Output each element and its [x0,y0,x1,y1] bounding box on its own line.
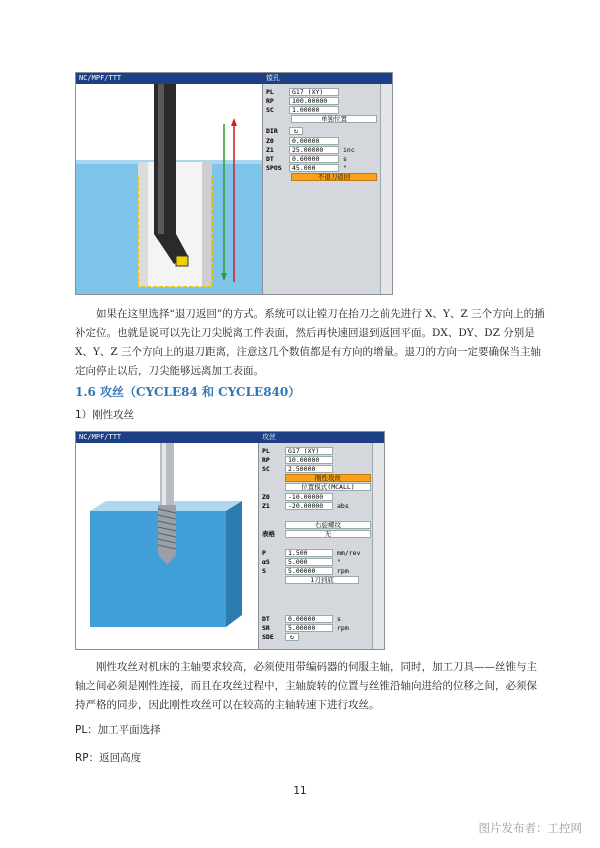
param-name: Z0 [266,137,274,145]
param-value[interactable]: -20.00000 [285,502,333,510]
subsection-title: 1）刚性攻丝 [75,409,135,421]
param-value[interactable]: 5.00000 [285,624,333,632]
retract-mode-select[interactable]: 不退刀返回 [291,173,377,181]
param-value[interactable]: 0.00000 [289,137,339,145]
param-row-dt: DT 0.60000 s [266,155,347,163]
param-name: SPOS [266,164,282,172]
watermark: 图片发布者：工控网 [478,821,582,835]
param-row-dt: DT 0.00000 s [262,615,341,623]
page-number: 11 [293,785,307,797]
boring-cycle-screen [75,72,393,295]
machining-select[interactable]: 1刀到底 [285,576,359,584]
param-row-position-mode [259,483,373,492]
param-value[interactable]: 5.000 [285,558,333,566]
param-value[interactable]: -10.00000 [285,493,333,501]
param-value[interactable]: 5.00000 [285,567,333,575]
param-row-z0 [263,137,381,146]
param-row-spos: SPOS 45.000 ° [266,164,347,172]
definition-rp: RP：返回高度 [75,752,142,764]
position-mode-select[interactable]: 位置模式(MCALL) [285,483,371,491]
paragraph-rigid-tapping: 刚性攻丝对机床的主轴要求较高，必须使用带编码器的伺服主轴，同时，加工刀具——丝锥与主轴之间必须是刚性连接，而且在攻丝过程中，主轴旋转的位置与丝锥沿轴向进给的位移之间，必须保持严格的同步，因此刚性攻丝可以在较高的主轴转速下进行攻丝。 [75,661,537,711]
section-heading: 1.6 攻丝（CYCLE84 和 CYCLE840） [75,385,301,399]
param-row-thread-direction [259,521,373,530]
param-name: Z1 [266,146,274,154]
param-row-dir [263,127,381,136]
param-value[interactable]: 1.500 [285,549,333,557]
screen2-scrollbar[interactable] [372,443,385,649]
param-row-pl [263,88,381,97]
param-value[interactable]: 0.00000 [285,615,333,623]
boring-illustration [76,84,262,294]
param-row-sr: SR 5.00000 rpm [262,624,349,632]
param-row-machining [259,576,373,585]
param-value[interactable]: 0.60000 [289,155,339,163]
param-row-position-mode [263,115,381,124]
param-value[interactable]: 25.00000 [289,146,339,154]
param-row-z1: Z1 25.00000 inc [266,146,355,154]
definition-pl: PL：加工平面选择 [75,724,161,736]
screen2-titlebar [76,432,384,443]
tapping-illustration [76,443,258,649]
screen1-parameter-panel [262,84,381,294]
direction-icon[interactable]: ↻ [289,127,303,135]
tapping-graphic [76,443,258,649]
screen2-parameter-panel [258,443,373,649]
param-value[interactable]: 100.00000 [289,97,339,105]
tapping-cycle-screen [75,431,385,650]
param-row-z1: Z1 -20.00000 abs [262,502,349,510]
param-row-sde: SDE ↻ [259,633,373,642]
param-name: RP [266,97,274,105]
param-row-rp: RP 10.00000 [259,456,373,465]
param-row-alpha-s: αS 5.000 ° [262,558,341,566]
param-row-z0: Z0 -10.00000 [259,493,373,502]
param-name: DIR [266,127,278,135]
param-name: DT [266,155,274,163]
tap-mode-select[interactable]: 刚性攻丝 [285,474,371,482]
table-select[interactable]: 无 [285,530,371,538]
param-value[interactable]: 10.00000 [285,456,333,464]
param-value[interactable]: 1.00000 [289,106,339,114]
paragraph-retract: 如果在这里选择“退刀返回”的方式。系统可以让镗刀在抬刀之前先进行 X、Y、Z 三个方向上的插补定位。也就是说可以先让刀尖脱离工件表面，然后再快速回退到返回平面。DX、DY、DZ 分别是 X、Y、Z 三个方向上的退刀距离，注意这几个数值都是有方向的增量。退刀的方向一定要确保当主轴定向停止以后，刀尖能够远离加工表面。 [75,308,545,377]
screen1-titlebar [76,73,392,84]
cycle-title: 攻丝 [262,433,276,441]
boring-graphic [76,84,262,294]
direction-icon[interactable]: ↻ [285,633,299,641]
param-row-sc [263,106,381,115]
screen1-scrollbar[interactable] [380,84,393,294]
param-row-pitch: P 1.500 mm/rev [262,549,361,557]
param-name: PL [266,88,274,96]
thread-direction-select[interactable]: 右旋螺纹 [285,521,371,529]
param-name: SC [266,106,274,114]
param-value[interactable]: G17 (XY) [289,88,339,96]
cycle-title: 镗孔 [266,74,280,82]
param-value[interactable]: 2.50000 [285,465,333,473]
param-row-table: 表格 无 [259,530,373,539]
param-row-tap-mode [259,474,373,483]
param-value[interactable]: 45.000 [289,164,339,172]
param-row-rp [263,97,381,106]
param-row-pl: PL G17 (XY) [259,447,373,456]
param-value[interactable]: G17 (XY) [285,447,333,455]
program-path: NC/MPF/TTT [79,74,122,82]
position-mode-select[interactable]: 单独位置 [291,115,377,123]
param-row-s: S 5.00000 rpm [262,567,349,575]
param-row-sc: SC 2.50000 [259,465,373,474]
param-row-retract-mode [263,173,381,182]
program-path: NC/MPF/TTT [79,433,122,441]
